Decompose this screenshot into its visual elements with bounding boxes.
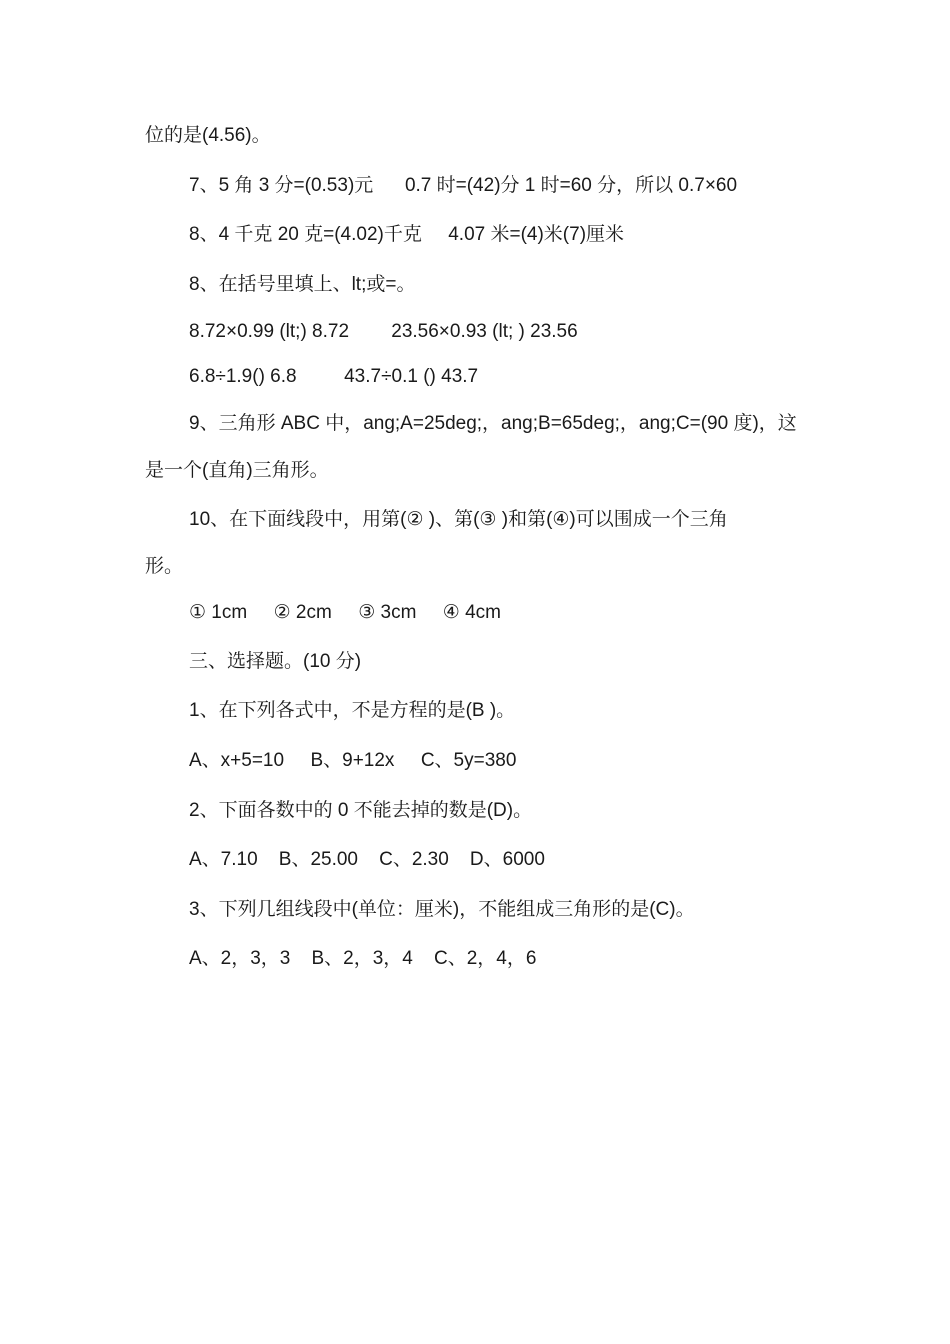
text-line: 9、三角形 ABC 中，ang;A=25deg;，ang;B=65deg;，ang;C=(90 度)，这	[189, 413, 797, 434]
text-line: 8、在括号里填上、lt;或=。	[189, 274, 416, 295]
text-line: ① 1cm ② 2cm ③ 3cm ④ 4cm	[189, 602, 502, 623]
section-heading: 三、选择题。(10 分)	[189, 651, 362, 672]
text-line: A、7.10 B、25.00 C、2.30 D、6000	[189, 849, 545, 870]
text-line: 1、在下列各式中，不是方程的是(B )。	[189, 700, 516, 721]
text-line: A、2，3，3 B、2，3，4 C、2，4，6	[189, 948, 537, 969]
text-line: 7、5 角 3 分=(0.53)元 0.7 时=(42)分 1 时=60 分，所以 0.7×60	[189, 175, 738, 196]
text-line: 6.8÷1.9() 6.8 43.7÷0.1 () 43.7	[189, 366, 479, 387]
text-line: 3、下列几组线段中(单位：厘米)，不能组成三角形的是(C)。	[189, 899, 695, 920]
text-line: 8、4 千克 20 克=(4.02)千克 4.07 米=(4)米(7)厘米	[189, 224, 625, 245]
text-line: 是一个(直角)三角形。	[145, 460, 329, 481]
text-line: 形。	[145, 556, 184, 577]
text-line: 10、在下面线段中，用第(② )、第(③ )和第(④)可以围成一个三角	[189, 509, 728, 530]
text-line: 位的是(4.56)。	[145, 125, 271, 146]
text-line: 2、下面各数中的 0 不能去掉的数是(D)。	[189, 800, 533, 821]
text-line: 8.72×0.99 (lt;) 8.72 23.56×0.93 (lt; ) 23.56	[189, 321, 578, 342]
text-line: A、x+5=10 B、9+12x C、5y=380	[189, 750, 517, 771]
